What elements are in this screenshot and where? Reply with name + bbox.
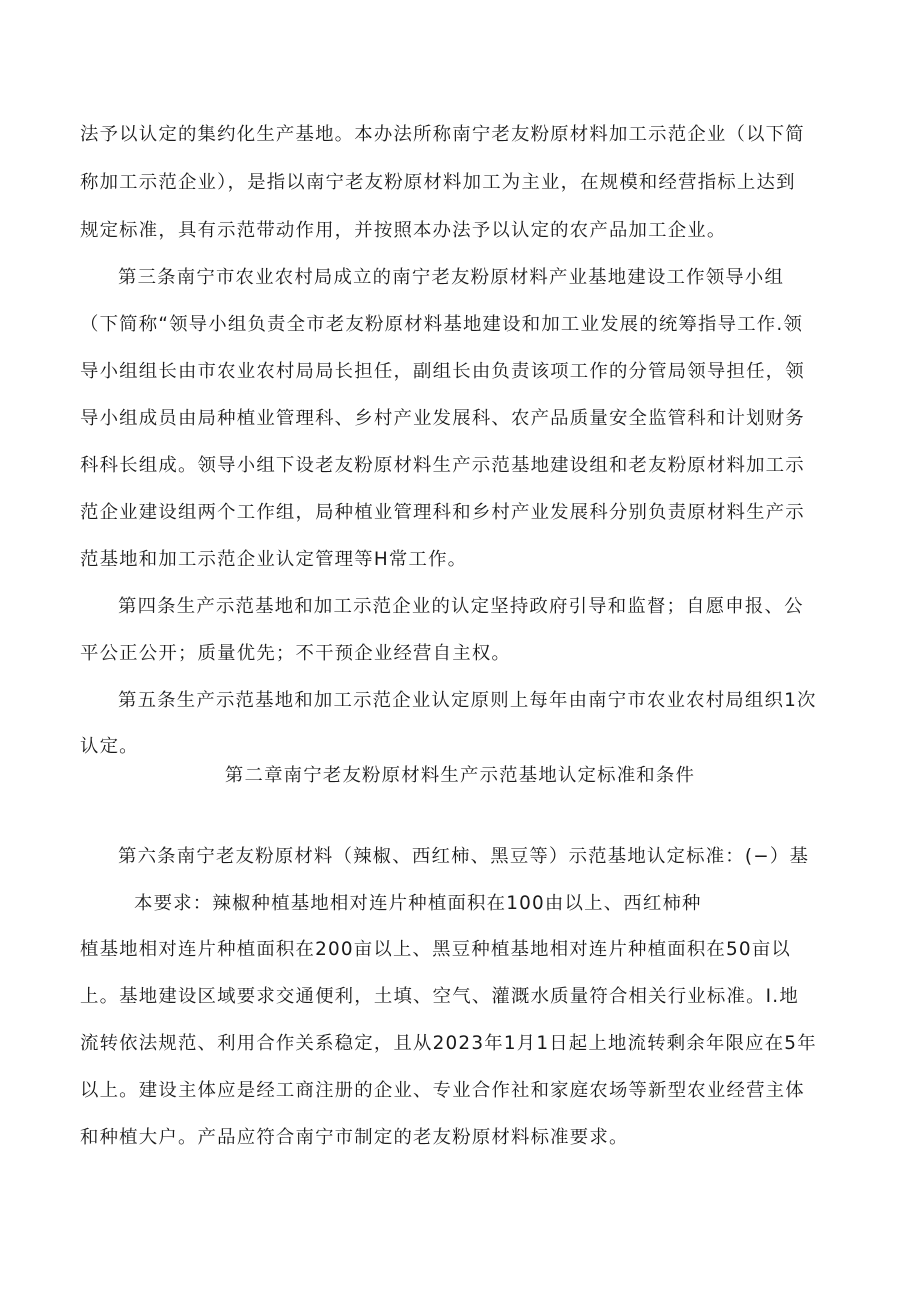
paragraph-line: 流转依法规范、利用合作关系稳定，且从2023年1月1日起上地流转剩余年限应在5年 — [80, 1033, 817, 1054]
paragraph-line: 植基地相对连片种植面积在200亩以上、黑豆种植基地相对连片种植面积在50亩以 — [80, 939, 791, 960]
paragraph-line: 范基地和加工示范企业认定管理等H常工作。 — [80, 549, 468, 570]
paragraph-line: 和种植大户。产品应符合南宁市制定的老友粉原材料标准要求。 — [80, 1127, 629, 1148]
article-3-line: 第三条南宁市农业农村局成立的南宁老友粉原材料产业基地建设工作领导小组 — [118, 267, 785, 288]
paragraph-line: 规定标准，具有示范带动作用，并按照本办法予以认定的农产品加工企业。 — [80, 220, 727, 241]
paragraph-line: 法予以认定的集约化生产基地。本办法所称南宁老友粉原材料加工示范企业（以下简 — [80, 124, 805, 145]
article-5-line: 第五条生产示范基地和加工示范企业认定原则上每年由南宁市农业农村局组织1次 — [118, 690, 817, 711]
paragraph-line: 以上。建设主体应是经工商注册的企业、专业合作社和家庭农场等新型农业经营主体 — [80, 1080, 805, 1101]
paragraph-line: 科科长组成。领导小组下设老友粉原材料生产示范基地建设组和老友粉原材料加工示 — [80, 455, 805, 476]
paragraph-line: 范企业建设组两个工作组，局种植业管理科和乡村产业发展科分别负责原材料生产示 — [80, 502, 805, 523]
article-4-line: 第四条生产示范基地和加工示范企业的认定坚持政府引导和监督；自愿申报、公 — [118, 596, 804, 617]
paragraph-line: 上。基地建设区域要求交通便利，土填、空气、灌溉水质量符合相关行业标准。I.地 — [80, 986, 799, 1007]
article-6-line: 第六条南宁老友粉原材料（辣椒、西红柿、黑豆等）示范基地认定标准：(−）基 — [118, 846, 810, 867]
paragraph-line: （下简称“领导小组负责全市老友粉原材料基地建设和加工业发展的统筹指导工作.领 — [80, 314, 804, 335]
paragraph-line: 认定。 — [80, 736, 139, 757]
paragraph-line: 平公正公开；质量优先；不干预企业经营自主权。 — [80, 643, 511, 664]
paragraph-line: 导小组组长由市农业农村局局长担任，副组长由负责该项工作的分管局领导担任，领 — [80, 361, 805, 382]
paragraph-line: 导小组成员由局种植业管理科、乡村产业发展科、农产品质量安全监管科和计划财务 — [80, 408, 805, 429]
paragraph-line: 本要求：辣椒种植基地相对连片种植面积在100由以上、西红柿种 — [134, 893, 702, 914]
paragraph-line: 称加工示范企业），是指以南宁老友粉原材料加工为主业，在规模和经营指标上达到 — [80, 172, 796, 193]
chapter-heading: 第二章南宁老友粉原材料生产示范基地认定标准和条件 — [224, 765, 696, 786]
